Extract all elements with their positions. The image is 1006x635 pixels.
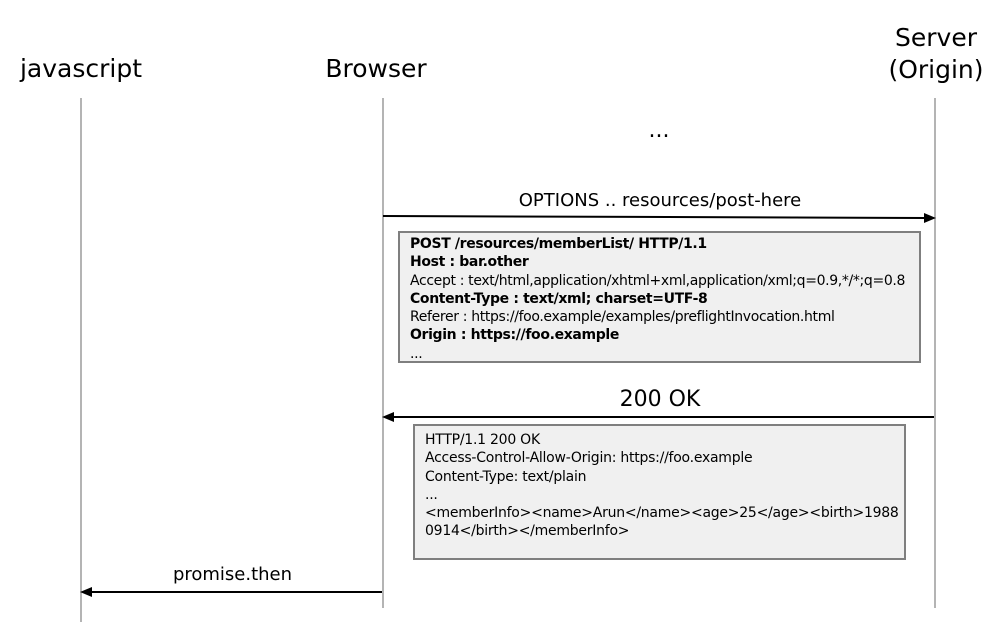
actor-browser: Browser: [325, 54, 427, 83]
response-ellipsis: ...: [425, 486, 438, 503]
request-line: POST /resources/memberList/ HTTP/1.1: [410, 236, 707, 252]
preflight-request-box: [398, 231, 921, 363]
host-header: Host : bar.other: [410, 254, 529, 271]
response-box: [413, 424, 906, 560]
arrow-promise: [80, 587, 382, 597]
arrow-preflight: [383, 213, 936, 223]
preflight-label: OPTIONS .. resources/post-here: [518, 190, 802, 211]
status-line: HTTP/1.1 200 OK: [425, 432, 540, 448]
content-type-header: Content-Type : text/xml; charset=UTF-8: [410, 290, 708, 307]
response-content-type: Content-Type: text/plain: [425, 468, 587, 485]
actor-javascript: javascript: [19, 54, 143, 83]
request-ellipsis: ...: [410, 345, 423, 362]
response-label: 200 OK: [619, 387, 701, 412]
acao-header: Access-Control-Allow-Origin: https://foo.example: [425, 450, 753, 467]
promise-label: promise.then: [172, 564, 293, 585]
response-body-line2: 0914</birth></memberInfo>: [425, 523, 630, 540]
accept-header: Accept : text/html,application/xhtml+xml,application/xml;q=0.9,*/*;q=0.8: [410, 272, 906, 289]
arrow-response: [382, 412, 934, 422]
ellipsis-top: ...: [648, 118, 670, 143]
origin-header: Origin : https://foo.example: [410, 327, 619, 344]
actor-server-name: Server: [895, 23, 977, 52]
referer-header: Referer : https://foo.example/examples/preflightInvocation.html: [410, 309, 835, 326]
actor-server-origin: (Origin): [888, 55, 984, 84]
response-body-line1: <memberInfo><name>Arun</name><age>25</age><birth>1988: [425, 505, 899, 522]
